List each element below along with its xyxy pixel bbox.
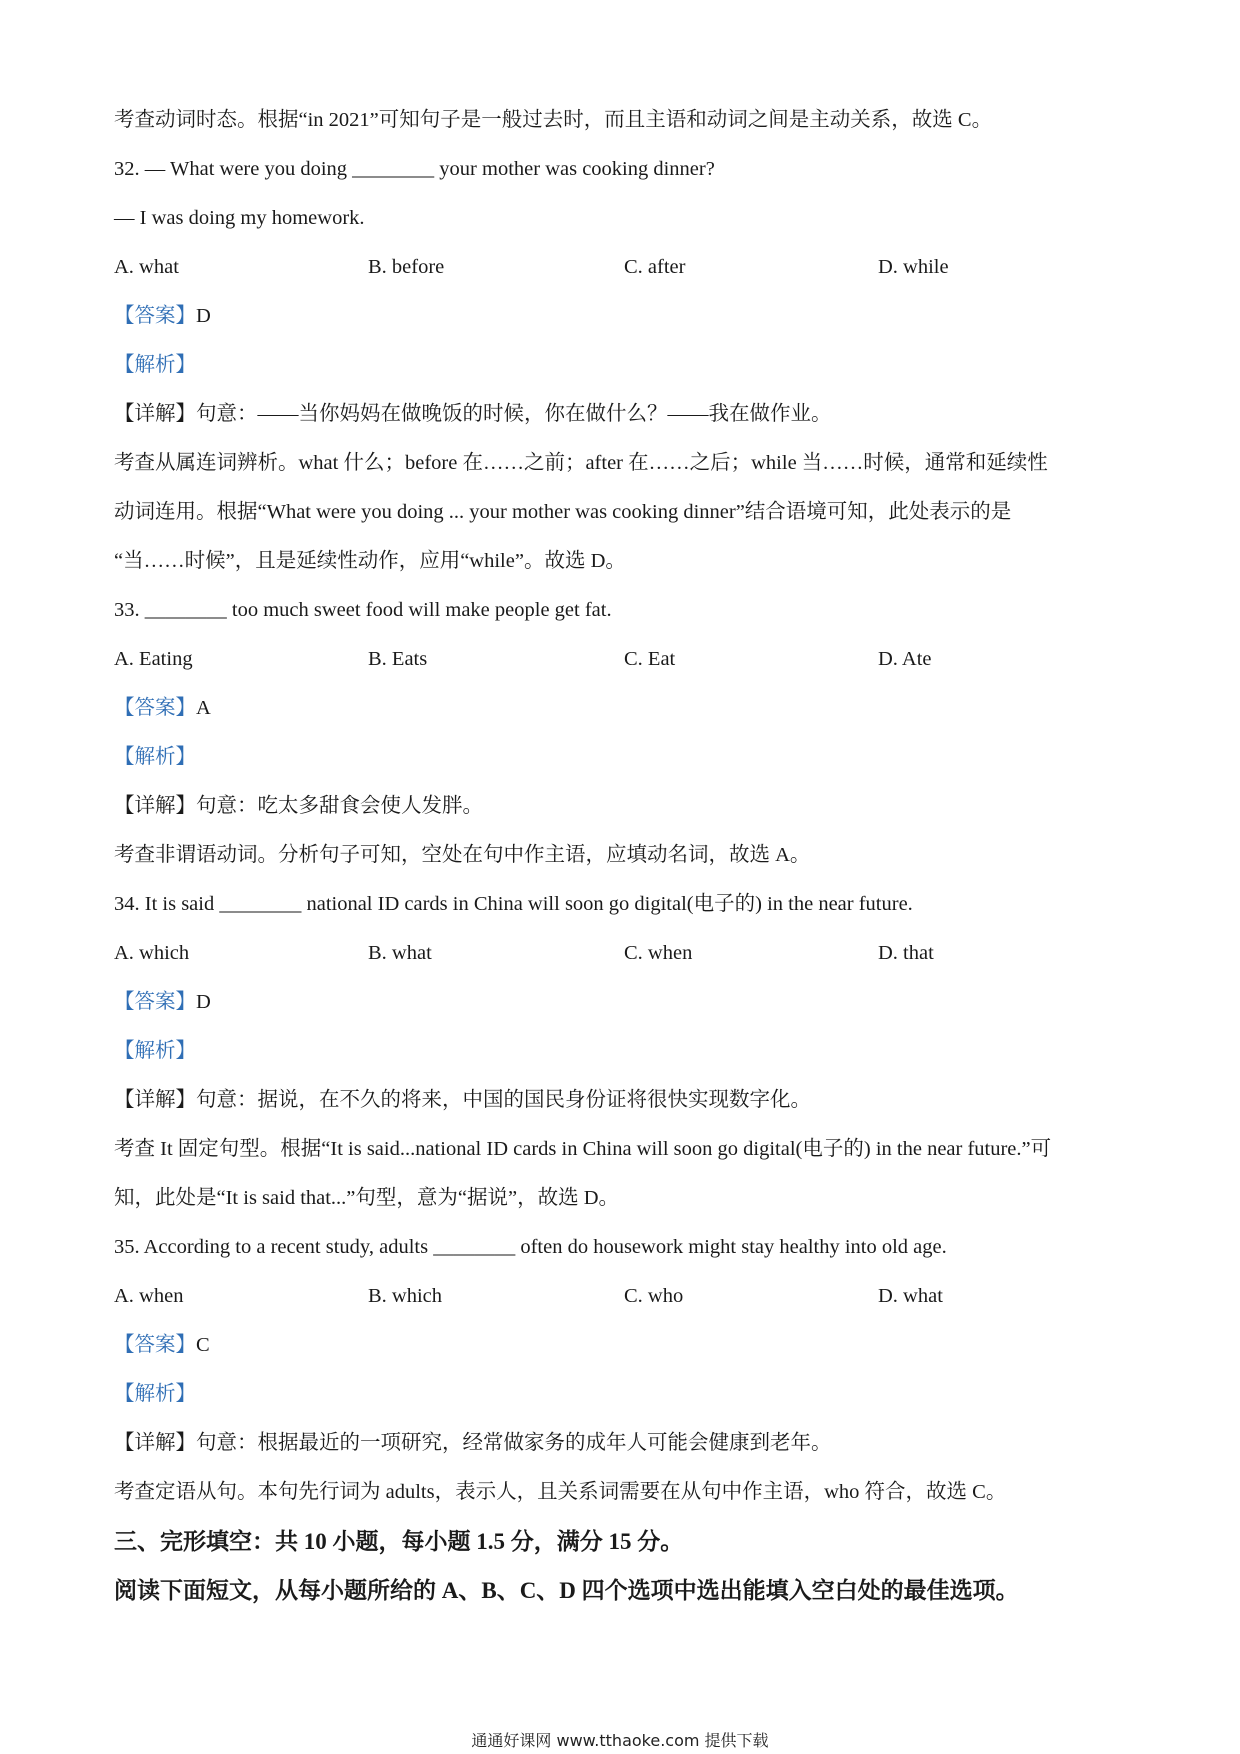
answer-tag: 【答案】 — [114, 697, 196, 719]
analysis-tag: 【解析】 — [114, 354, 196, 376]
q32-option-a: A. what — [114, 256, 179, 278]
q34-option-a: A. which — [114, 942, 190, 964]
detail-text: 句意：吃太多甜食会使人发胖。 — [196, 795, 483, 817]
q34-explain-line: 考查 It 固定句型。根据“It is said...national ID cards in China will soon go digital(电子的) in the near future.”可 — [114, 1138, 1052, 1160]
q34-option-d: D. that — [878, 942, 934, 964]
q33-answer — [114, 684, 1124, 733]
q33-options — [114, 635, 1124, 684]
detail-text: 句意：据说，在不久的将来，中国的国民身份证将很快实现数字化。 — [196, 1089, 811, 1111]
q35-analysis-heading — [114, 1370, 1124, 1419]
q33-option-b: B. Eats — [368, 648, 428, 670]
q32-explain-line: “当……时候”，且是延续性动作，应用“while”。故选 D。 — [114, 550, 626, 572]
q35-option-b: B. which — [368, 1285, 443, 1307]
answer-tag: 【答案】 — [114, 1334, 196, 1356]
answer-value: D — [196, 305, 211, 327]
q33-option-a: A. Eating — [114, 648, 193, 670]
q32-option-d: D. while — [878, 256, 949, 278]
prev-explanation-line: 考查动词时态。根据“in 2021”可知句子是一般过去时，而且主语和动词之间是主动关系，故选 C。 — [114, 109, 993, 131]
q34-detail — [114, 1076, 1124, 1125]
q34-option-b: B. what — [368, 942, 432, 964]
q35-options — [114, 1272, 1124, 1321]
q33-detail — [114, 782, 1124, 831]
footer-watermark: 通通好课网 www.tthaoke.com 提供下载 — [471, 1731, 769, 1750]
q32-options — [114, 243, 1124, 292]
answer-value: C — [196, 1334, 210, 1356]
analysis-tag: 【解析】 — [114, 1383, 196, 1405]
q33-option-d: D. Ate — [878, 648, 932, 670]
detail-text: 句意：根据最近的一项研究，经常做家务的成年人可能会健康到老年。 — [196, 1432, 832, 1454]
q35-option-c: C. who — [624, 1285, 684, 1307]
q35-detail — [114, 1419, 1124, 1468]
section-instruction: 阅读下面短文，从每小题所给的 A、B、C、D 四个选项中选出能填入空白处的最佳选项。 — [114, 1578, 1019, 1603]
q32-question: 32. — What were you doing ________ your mother was cooking dinner? — [114, 158, 715, 180]
analysis-tag: 【解析】 — [114, 746, 196, 768]
section-title: 三、完形填空：共 10 小题，每小题 1.5 分，满分 15 分。 — [114, 1529, 684, 1554]
q33-question: 33. ________ too much sweet food will make people get fat. — [114, 599, 612, 621]
answer-value: D — [196, 991, 211, 1013]
answer-tag: 【答案】 — [114, 991, 196, 1013]
q32-explain-line: 考查从属连词辨析。what 什么；before 在……之前；after 在……之后；while 当……时候，通常和延续性 — [114, 452, 1048, 474]
q34-option-c: C. when — [624, 942, 693, 964]
q32-option-b: B. before — [368, 256, 445, 278]
q35-explain-line: 考查定语从句。本句先行词为 adults，表示人，且关系词需要在从句中作主语，who 符合，故选 C。 — [114, 1481, 1007, 1503]
q32-option-c: C. after — [624, 256, 686, 278]
q34-question: 34. It is said ________ national ID cards in China will soon go digital(电子的) in the near future. — [114, 893, 913, 915]
q32-explain-line: 动词连用。根据“What were you doing ... your mother was cooking dinner”结合语境可知，此处表示的是 — [114, 501, 1012, 523]
detail-text: 句意：——当你妈妈在做晚饭的时候，你在做什么？——我在做作业。 — [196, 403, 832, 425]
detail-tag: 【详解】 — [114, 795, 196, 817]
document-page — [114, 96, 1124, 1615]
detail-tag: 【详解】 — [114, 1089, 196, 1111]
q33-analysis-heading — [114, 733, 1124, 782]
q35-answer — [114, 1321, 1124, 1370]
detail-tag: 【详解】 — [114, 403, 196, 425]
q35-question: 35. According to a recent study, adults ________ often do housework might stay healthy into old age. — [114, 1236, 947, 1258]
q34-answer — [114, 978, 1124, 1027]
detail-tag: 【详解】 — [114, 1432, 196, 1454]
answer-tag: 【答案】 — [114, 305, 196, 327]
q32-analysis-heading — [114, 341, 1124, 390]
analysis-tag: 【解析】 — [114, 1040, 196, 1062]
answer-value: A — [196, 697, 211, 719]
q32-detail — [114, 390, 1124, 439]
q34-options — [114, 929, 1124, 978]
q33-explain-line: 考查非谓语动词。分析句子可知，空处在句中作主语，应填动名词，故选 A。 — [114, 844, 811, 866]
q34-analysis-heading — [114, 1027, 1124, 1076]
q35-option-d: D. what — [878, 1285, 943, 1307]
q34-explain-line: 知，此处是“It is said that...”句型，意为“据说”，故选 D。 — [114, 1187, 620, 1209]
q35-option-a: A. when — [114, 1285, 184, 1307]
q32-answer — [114, 292, 1124, 341]
q33-option-c: C. Eat — [624, 648, 676, 670]
q32-reply: — I was doing my homework. — [114, 207, 365, 229]
